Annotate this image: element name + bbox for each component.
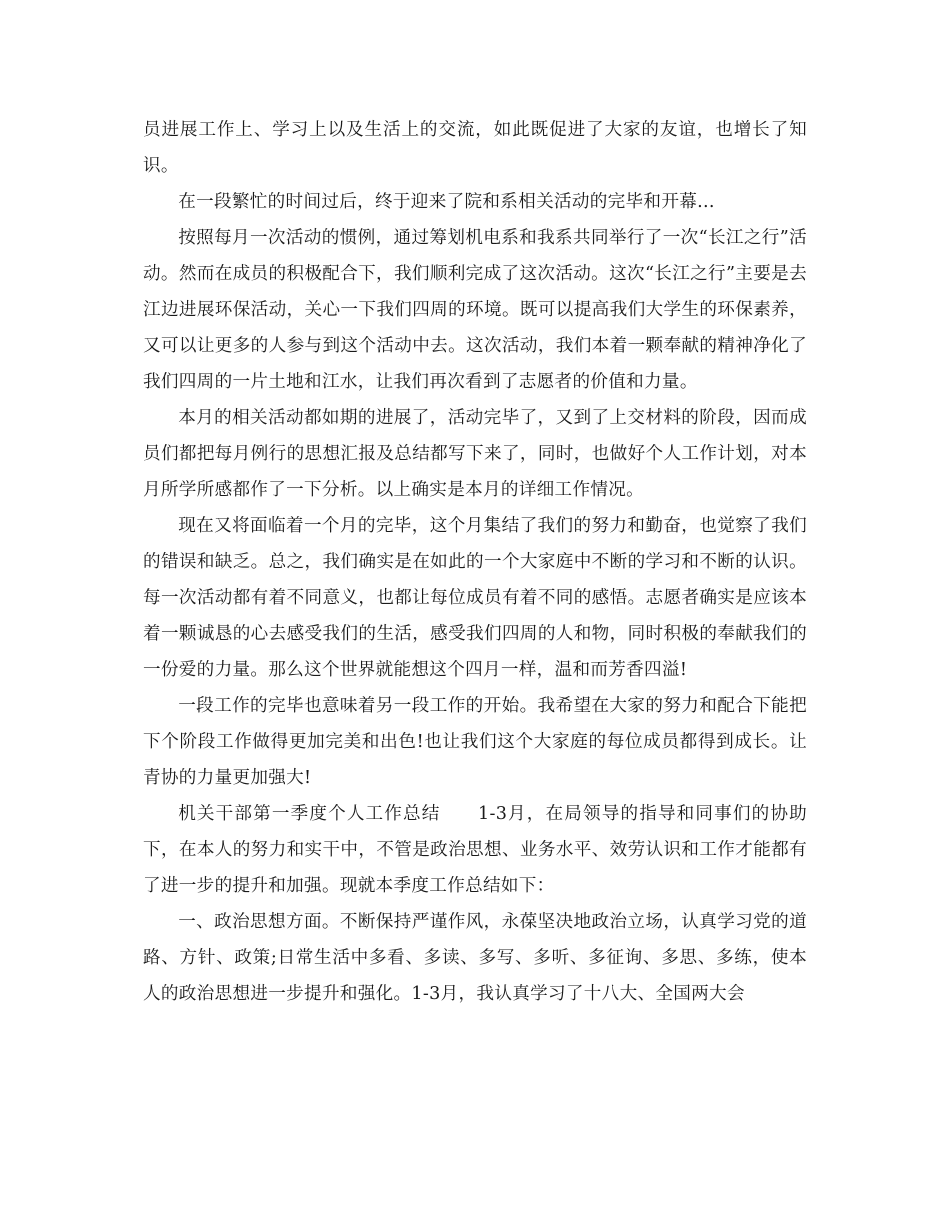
paragraph-6: 一段工作的完毕也意味着另一段工作的开始。我希望在大家的努力和配合下能把下个阶段工作做得更加完美和出色!也让我们这个大家庭的每位成员都得到成长。让青协的力量更加强大! <box>143 696 807 788</box>
paragraph-3: 按照每月一次活动的惯例，通过筹划机电系和我系共同举行了一次“长江之行”活动。然而在成员的积极配合下，我们顺利完成了这次活动。这次“长江之行”主要是去江边进展环保活动，关心一下我们四周的环境。既可以提高我们大学生的环保素养，又可以让更多的人参与到这个活动中去。这次活动，我们本着一颗奉献的精神净化了我们四周的一片土地和江水，让我们再次看到了志愿者的价值和力量。 <box>143 228 807 392</box>
paragraph-2: 在一段繁忙的时间过后，终于迎来了院和系相关活动的完毕和开幕... <box>178 192 715 212</box>
paragraph-1: 员进展工作上、学习上以及生活上的交流，如此既促进了大家的友谊，也增长了知识。 <box>143 120 807 176</box>
paragraph-7: 机关干部第一季度个人工作总结 1-3月，在局领导的指导和同事们的协助下，在本人的努力和实干中，不管是政治思想、业务水平、效劳认识和工作才能都有了进一步的提升和加强。现就本季度工作总结如下： <box>143 804 807 896</box>
document-body <box>143 112 807 1012</box>
paragraph-8: 一、政治思想方面。不断保持严谨作风，永葆坚决地政治立场，认真学习党的道路、方针、政策;日常生活中多看、多读、多写、多听、多征询、多思、多练，使本人的政治思想进一步提升和强化。1-3月，我认真学习了十八大、全国两大会 <box>143 912 807 1004</box>
paragraph-5: 现在又将面临着一个月的完毕，这个月集结了我们的努力和勤奋，也觉察了我们的错误和缺乏。总之，我们确实是在如此的一个大家庭中不断的学习和不断的认识。每一次活动都有着不同意义，也都让每位成员有着不同的感悟。志愿者确实是应该本着一颗诚恳的心去感受我们的生活，感受我们四周的人和物，同时积极的奉献我们的一份爱的力量。那么这个世界就能想这个四月一样，温和而芳香四溢! <box>143 516 807 680</box>
paragraph-4: 本月的相关活动都如期的进展了，活动完毕了，又到了上交材料的阶段，因而成员们都把每月例行的思想汇报及总结都写下来了，同时，也做好个人工作计划，对本月所学所感都作了一下分析。以上确实是本月的详细工作情况。 <box>143 408 807 500</box>
